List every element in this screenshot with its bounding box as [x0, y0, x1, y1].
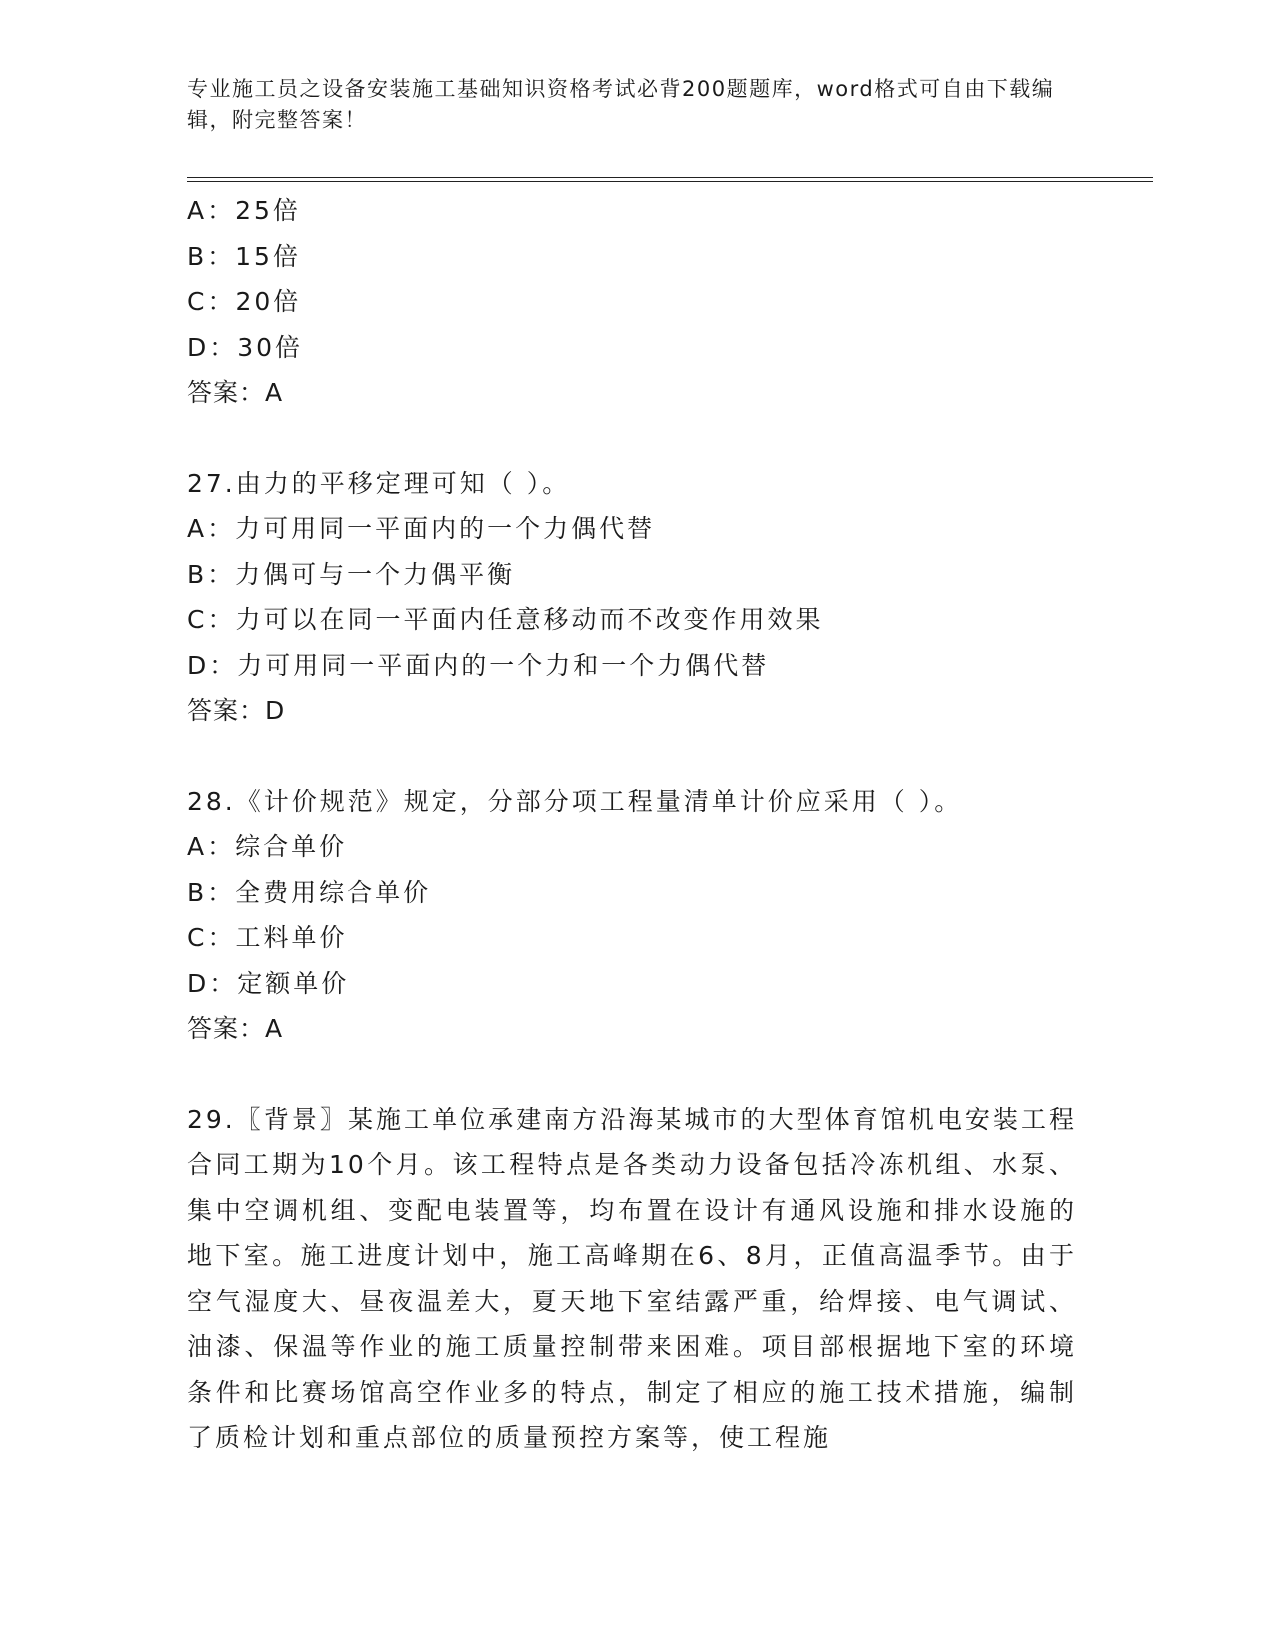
q29-background-text: 29.〖背景〗某施工单位承建南方沿海某城市的大型体育馆机电安装工程合同工期为10个月。该工程特点是各类动力设备包括冷冻机组、水泵、集中空调机组、变配电装置等，均布置在设计有通风设施和排水设施的地下室。施工进度计划中，施工高峰期在6、8月，正值高温季节。由于空气湿度大、昼夜温差大，夏天地下室结露严重，给焊接、电气调试、油漆、保温等作业的施工质量控制带来困难。项目部根据地下室的环境条件和比赛场馆高空作业多的特点，制定了相应的施工技术措施，编制了质检计划和重点部位的质量预控方案等，使工程施 — [187, 1104, 1077, 1452]
q26-option-c: C：20倍 — [187, 287, 302, 316]
spacer — [187, 734, 1077, 779]
question-28-block — [187, 779, 1077, 1052]
q27-option-b: B：力偶可与一个力偶平衡 — [187, 559, 516, 589]
q27-option-a: A：力可用同一平面内的一个力偶代替 — [187, 514, 656, 543]
q28-answer: 答案：A — [187, 1014, 284, 1043]
header-divider — [187, 177, 1153, 182]
q26-answer: 答案：A — [187, 378, 284, 407]
q26-option-d: D：30倍 — [187, 332, 304, 362]
q27-question: 27.由力的平移定理可知（ ）。 — [187, 468, 571, 498]
q28-option-d: D：定额单价 — [187, 968, 350, 998]
q28-question: 28.《计价规范》规定，分部分项工程量清单计价应采用（ ）。 — [187, 786, 963, 816]
spacer — [187, 416, 1077, 461]
q26-option-a: A：25倍 — [187, 196, 301, 225]
spacer — [187, 1052, 1077, 1097]
question-27-block — [187, 461, 1077, 734]
question-29-block — [187, 1097, 1077, 1461]
q27-option-c: C：力可以在同一平面内任意移动而不改变作用效果 — [187, 605, 824, 634]
q26-option-b: B：15倍 — [187, 241, 301, 271]
question-content — [187, 188, 1077, 1461]
page-header-title: 专业施工员之设备安装施工基础知识资格考试必背200题题库，word格式可自由下载编辑，附完整答案！ — [187, 77, 1055, 132]
q27-answer: 答案：D — [187, 696, 286, 725]
q28-option-c: C：工料单价 — [187, 923, 348, 952]
q28-option-a: A：综合单价 — [187, 832, 348, 861]
q27-option-d: D：力可用同一平面内的一个力和一个力偶代替 — [187, 650, 770, 680]
question-26-block — [187, 188, 1077, 416]
q28-option-b: B：全费用综合单价 — [187, 877, 432, 907]
